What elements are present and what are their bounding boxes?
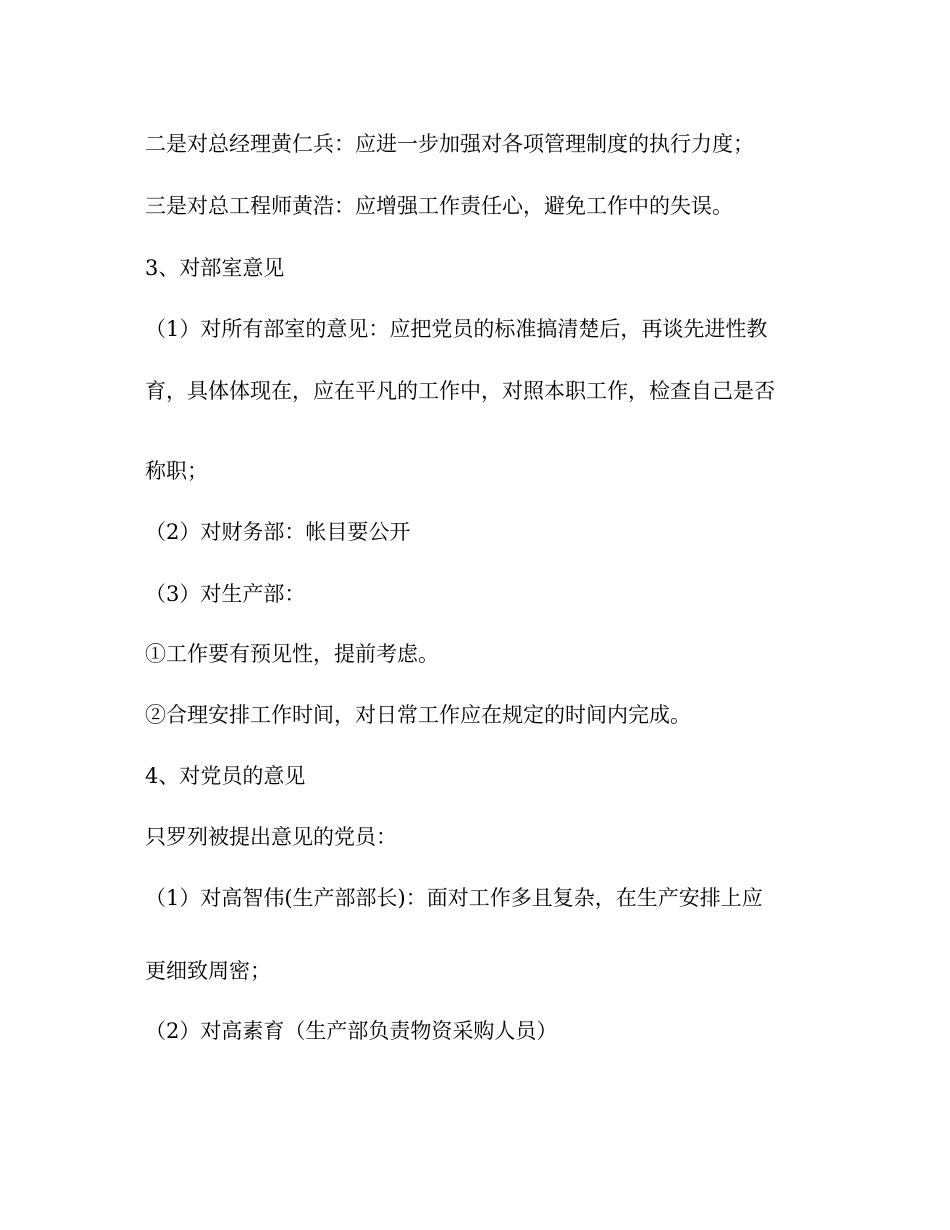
text-line-2: 三是对总工程师黄浩：应增强工作责任心，避免工作中的失误。 — [145, 194, 733, 218]
list-item-1: ①工作要有预见性，提前考虑。 — [145, 642, 439, 666]
text-line-12: 只罗列被提出意见的党员： — [145, 825, 397, 849]
text-line-7: （2）对财务部：帐目要公开 — [145, 520, 411, 544]
text-line-13: （1）对高智伟(生产部部长)：面对工作多且复杂，在生产安排上应 — [145, 886, 763, 910]
text-line-6: 称职； — [145, 459, 208, 483]
text-line-5: 育，具体体现在，应在平凡的工作中，对照本职工作，检查自己是否 — [145, 379, 775, 403]
text-line-1: 二是对总经理黄仁兵：应进一步加强对各项管理制度的执行力度； — [145, 132, 754, 156]
list-item-2: ②合理安排工作时间，对日常工作应在规定的时间内完成。 — [145, 703, 691, 727]
text-line-4: （1）对所有部室的意见：应把党员的标准搞清楚后，再谈先进性教 — [145, 317, 768, 341]
text-line-15: （2）对高素育（生产部负责物资采购人员） — [145, 1019, 558, 1043]
text-line-14: 更细致周密； — [145, 959, 271, 983]
section-heading-4: 4、对党员的意见 — [145, 764, 306, 788]
section-heading-3: 3、对部室意见 — [145, 256, 285, 280]
text-line-8: （3）对生产部： — [145, 582, 306, 606]
